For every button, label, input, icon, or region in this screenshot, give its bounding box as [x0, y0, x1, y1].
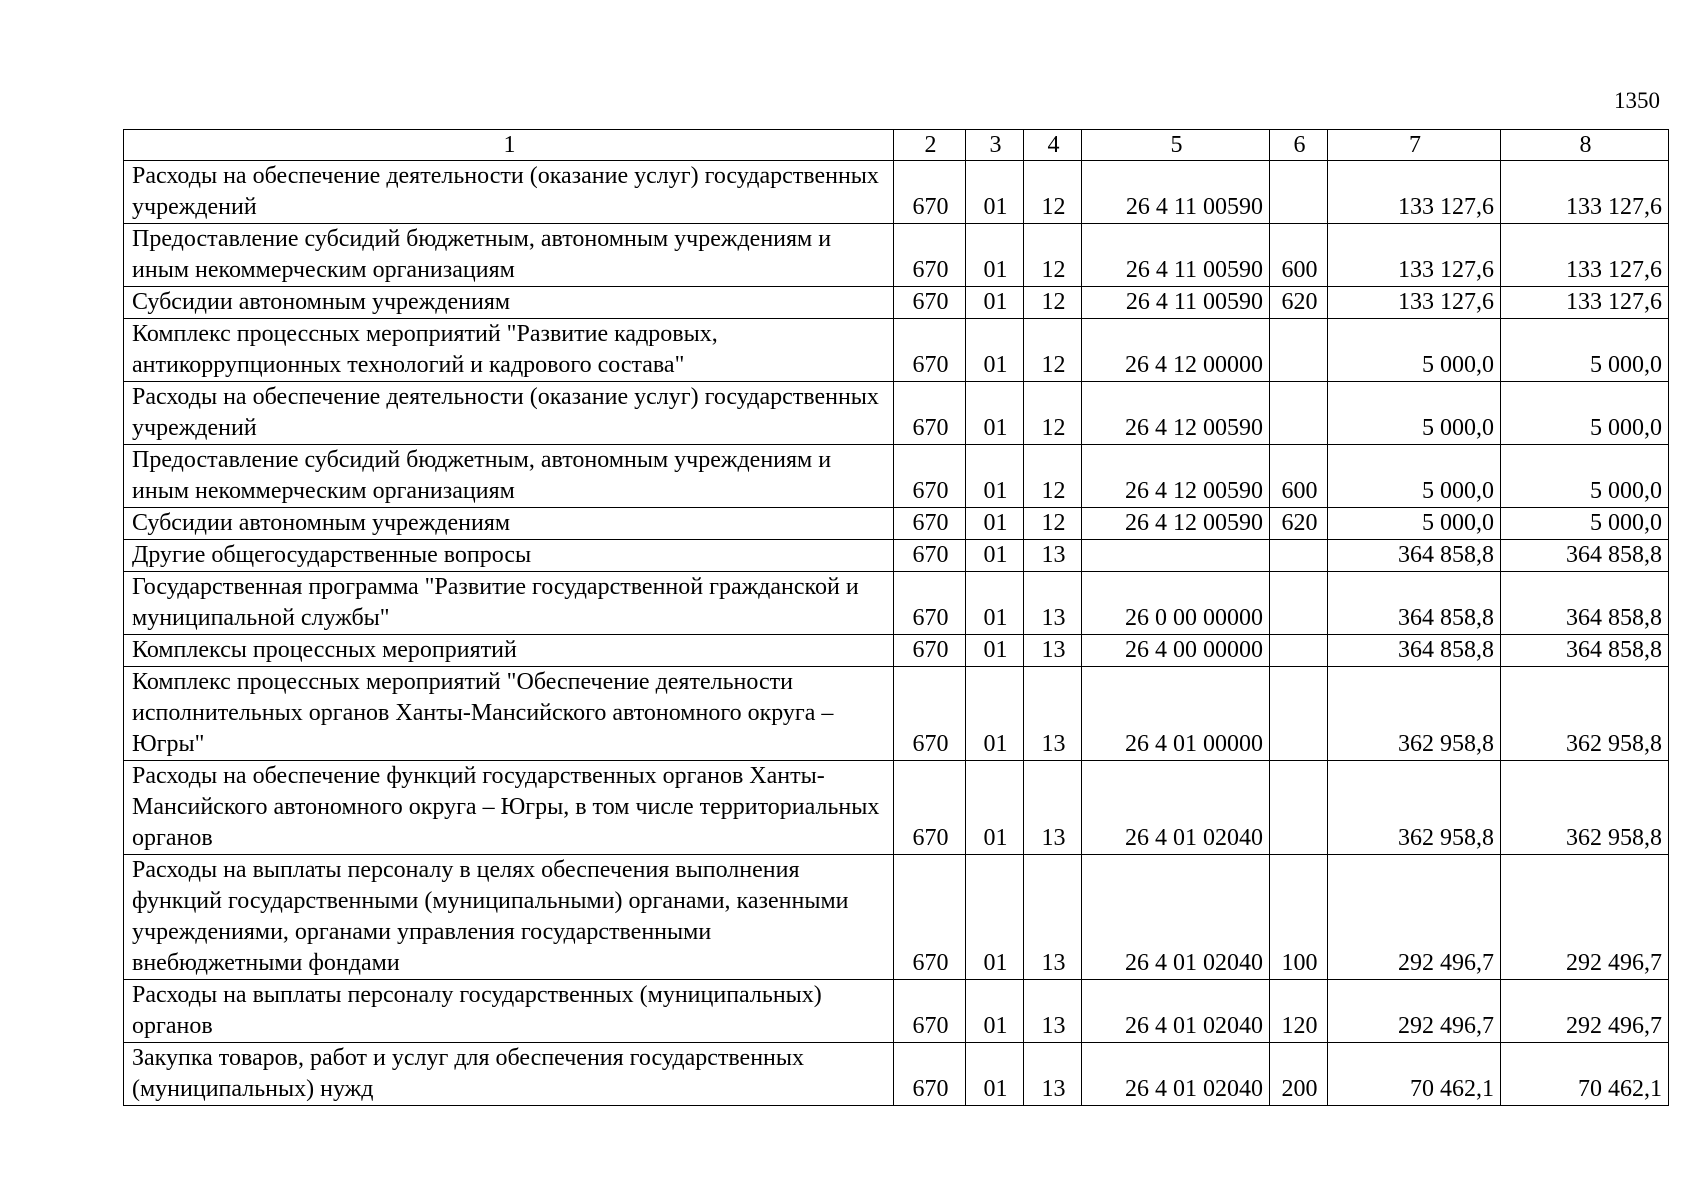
subsection-cell: 12: [1024, 319, 1082, 382]
amount-cell: 292 496,7: [1328, 855, 1501, 980]
amount-cell: 70 462,1: [1501, 1043, 1669, 1106]
header-cell: 2: [894, 130, 966, 161]
amount-cell: 133 127,6: [1501, 161, 1669, 224]
target-article-cell: 26 4 11 00590: [1082, 287, 1270, 319]
amount-cell: 362 958,8: [1501, 761, 1669, 855]
header-cell: 6: [1270, 130, 1328, 161]
admin-code-cell: 670: [894, 761, 966, 855]
target-article-cell: 26 0 00 00000: [1082, 572, 1270, 635]
subsection-cell: 13: [1024, 635, 1082, 667]
admin-code-cell: 670: [894, 635, 966, 667]
table-row: [124, 540, 1669, 572]
amount-cell: 5 000,0: [1501, 508, 1669, 540]
amount-cell: 292 496,7: [1501, 855, 1669, 980]
budget-table: [123, 129, 1669, 1106]
target-article-cell: 26 4 01 02040: [1082, 980, 1270, 1043]
amount-cell: 364 858,8: [1501, 540, 1669, 572]
section-cell: 01: [966, 445, 1024, 508]
table-row: [124, 224, 1669, 287]
expense-type-cell: [1270, 635, 1328, 667]
row-name-cell: Расходы на обеспечение деятельности (оказание услуг) государственных учреждений: [124, 161, 894, 224]
admin-code-cell: 670: [894, 572, 966, 635]
table-row: [124, 667, 1669, 761]
table-row: [124, 319, 1669, 382]
section-cell: 01: [966, 572, 1024, 635]
amount-cell: 292 496,7: [1328, 980, 1501, 1043]
header-cell: 4: [1024, 130, 1082, 161]
row-name-cell: Расходы на обеспечение деятельности (оказание услуг) государственных учреждений: [124, 382, 894, 445]
amount-cell: 364 858,8: [1328, 540, 1501, 572]
admin-code-cell: 670: [894, 287, 966, 319]
header-cell: 3: [966, 130, 1024, 161]
section-cell: 01: [966, 635, 1024, 667]
target-article-cell: 26 4 01 02040: [1082, 1043, 1270, 1106]
expense-type-cell: 600: [1270, 445, 1328, 508]
amount-cell: 133 127,6: [1328, 161, 1501, 224]
subsection-cell: 12: [1024, 161, 1082, 224]
expense-type-cell: [1270, 319, 1328, 382]
header-cell: 7: [1328, 130, 1501, 161]
header-cell: 5: [1082, 130, 1270, 161]
section-cell: 01: [966, 667, 1024, 761]
admin-code-cell: 670: [894, 1043, 966, 1106]
section-cell: 01: [966, 161, 1024, 224]
table-row: [124, 287, 1669, 319]
subsection-cell: 12: [1024, 508, 1082, 540]
subsection-cell: 13: [1024, 540, 1082, 572]
expense-type-cell: 620: [1270, 287, 1328, 319]
table-row: [124, 382, 1669, 445]
target-article-cell: 26 4 12 00590: [1082, 508, 1270, 540]
subsection-cell: 12: [1024, 224, 1082, 287]
row-name-cell: Другие общегосударственные вопросы: [124, 540, 894, 572]
expense-type-cell: [1270, 382, 1328, 445]
table-row: [124, 761, 1669, 855]
row-name-cell: Расходы на выплаты персоналу в целях обеспечения выполнения функций государственными (муниципальными) органами, казенными учреждениями, органами управления государственными внебюджетными фондами: [124, 855, 894, 980]
expense-type-cell: [1270, 667, 1328, 761]
expense-type-cell: 600: [1270, 224, 1328, 287]
admin-code-cell: 670: [894, 224, 966, 287]
table-row: [124, 1043, 1669, 1106]
subsection-cell: 13: [1024, 572, 1082, 635]
expense-type-cell: 100: [1270, 855, 1328, 980]
table-row: [124, 980, 1669, 1043]
admin-code-cell: 670: [894, 161, 966, 224]
target-article-cell: 26 4 12 00590: [1082, 445, 1270, 508]
section-cell: 01: [966, 761, 1024, 855]
admin-code-cell: 670: [894, 855, 966, 980]
expense-type-cell: [1270, 161, 1328, 224]
row-name-cell: Комплекс процессных мероприятий "Обеспечение деятельности исполнительных органов Ханты-Мансийского автономного округа – Югры": [124, 667, 894, 761]
section-cell: 01: [966, 319, 1024, 382]
row-name-cell: Субсидии автономным учреждениям: [124, 287, 894, 319]
admin-code-cell: 670: [894, 980, 966, 1043]
admin-code-cell: 670: [894, 540, 966, 572]
target-article-cell: 26 4 01 02040: [1082, 855, 1270, 980]
row-name-cell: Расходы на обеспечение функций государственных органов Ханты-Мансийского автономного округа – Югры, в том числе территориальных органов: [124, 761, 894, 855]
subsection-cell: 13: [1024, 667, 1082, 761]
table-body: [124, 161, 1669, 1106]
amount-cell: 5 000,0: [1501, 319, 1669, 382]
section-cell: 01: [966, 382, 1024, 445]
amount-cell: 133 127,6: [1328, 287, 1501, 319]
row-name-cell: Комплекс процессных мероприятий "Развитие кадровых, антикоррупционных технологий и кадрового состава": [124, 319, 894, 382]
subsection-cell: 12: [1024, 287, 1082, 319]
table-row: [124, 855, 1669, 980]
subsection-cell: 13: [1024, 761, 1082, 855]
section-cell: 01: [966, 287, 1024, 319]
header-cell: 1: [124, 130, 894, 161]
section-cell: 01: [966, 224, 1024, 287]
section-cell: 01: [966, 1043, 1024, 1106]
amount-cell: 362 958,8: [1501, 667, 1669, 761]
row-name-cell: Субсидии автономным учреждениям: [124, 508, 894, 540]
target-article-cell: 26 4 11 00590: [1082, 224, 1270, 287]
row-name-cell: Государственная программа "Развитие государственной гражданской и муниципальной службы": [124, 572, 894, 635]
admin-code-cell: 670: [894, 382, 966, 445]
amount-cell: 5 000,0: [1328, 508, 1501, 540]
amount-cell: 364 858,8: [1328, 572, 1501, 635]
amount-cell: 133 127,6: [1501, 224, 1669, 287]
amount-cell: 133 127,6: [1501, 287, 1669, 319]
target-article-cell: 26 4 00 00000: [1082, 635, 1270, 667]
target-article-cell: 26 4 01 00000: [1082, 667, 1270, 761]
amount-cell: 5 000,0: [1501, 445, 1669, 508]
section-cell: 01: [966, 980, 1024, 1043]
amount-cell: 292 496,7: [1501, 980, 1669, 1043]
expense-type-cell: 200: [1270, 1043, 1328, 1106]
table-row: [124, 635, 1669, 667]
expense-type-cell: 120: [1270, 980, 1328, 1043]
amount-cell: 5 000,0: [1328, 319, 1501, 382]
expense-type-cell: [1270, 572, 1328, 635]
subsection-cell: 13: [1024, 1043, 1082, 1106]
amount-cell: 362 958,8: [1328, 667, 1501, 761]
subsection-cell: 13: [1024, 855, 1082, 980]
admin-code-cell: 670: [894, 319, 966, 382]
amount-cell: 362 958,8: [1328, 761, 1501, 855]
page-number: 1350: [1614, 88, 1660, 113]
target-article-cell: 26 4 12 00000: [1082, 319, 1270, 382]
table-header-row: [124, 130, 1669, 161]
amount-cell: 364 858,8: [1328, 635, 1501, 667]
header-cell: 8: [1501, 130, 1669, 161]
amount-cell: 70 462,1: [1328, 1043, 1501, 1106]
target-article-cell: [1082, 540, 1270, 572]
admin-code-cell: 670: [894, 445, 966, 508]
table-row: [124, 161, 1669, 224]
target-article-cell: 26 4 01 02040: [1082, 761, 1270, 855]
table-row: [124, 508, 1669, 540]
amount-cell: 364 858,8: [1501, 635, 1669, 667]
row-name-cell: Предоставление субсидий бюджетным, автономным учреждениям и иным некоммерческим организациям: [124, 224, 894, 287]
row-name-cell: Комплексы процессных мероприятий: [124, 635, 894, 667]
subsection-cell: 13: [1024, 980, 1082, 1043]
admin-code-cell: 670: [894, 508, 966, 540]
section-cell: 01: [966, 508, 1024, 540]
amount-cell: 133 127,6: [1328, 224, 1501, 287]
expense-type-cell: 620: [1270, 508, 1328, 540]
admin-code-cell: 670: [894, 667, 966, 761]
expense-type-cell: [1270, 761, 1328, 855]
table-row: [124, 445, 1669, 508]
amount-cell: 5 000,0: [1328, 382, 1501, 445]
row-name-cell: Расходы на выплаты персоналу государственных (муниципальных) органов: [124, 980, 894, 1043]
subsection-cell: 12: [1024, 382, 1082, 445]
section-cell: 01: [966, 540, 1024, 572]
row-name-cell: Предоставление субсидий бюджетным, автономным учреждениям и иным некоммерческим организациям: [124, 445, 894, 508]
amount-cell: 5 000,0: [1501, 382, 1669, 445]
target-article-cell: 26 4 12 00590: [1082, 382, 1270, 445]
target-article-cell: 26 4 11 00590: [1082, 161, 1270, 224]
expense-type-cell: [1270, 540, 1328, 572]
row-name-cell: Закупка товаров, работ и услуг для обеспечения государственных (муниципальных) нужд: [124, 1043, 894, 1106]
amount-cell: 5 000,0: [1328, 445, 1501, 508]
table-row: [124, 572, 1669, 635]
section-cell: 01: [966, 855, 1024, 980]
subsection-cell: 12: [1024, 445, 1082, 508]
amount-cell: 364 858,8: [1501, 572, 1669, 635]
